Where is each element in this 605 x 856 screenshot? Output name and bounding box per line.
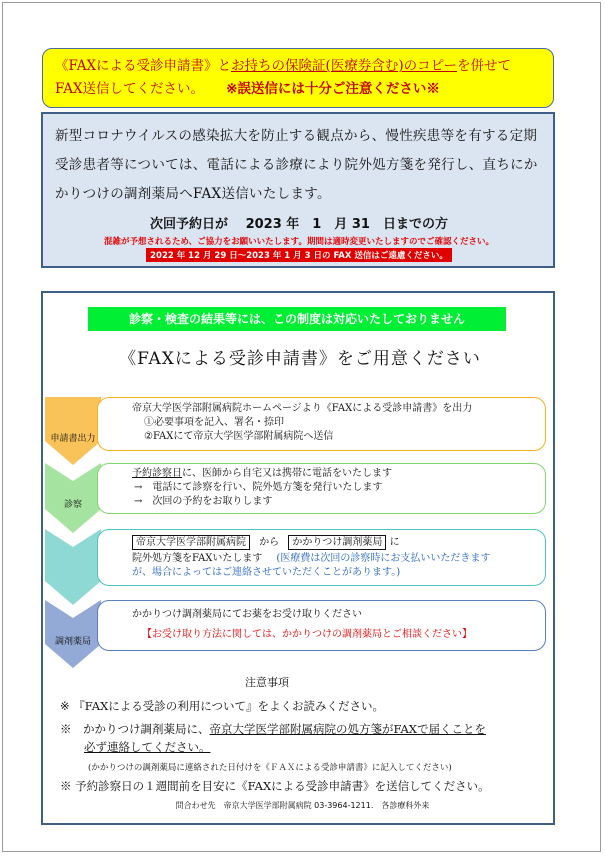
step1-box — [97, 397, 546, 451]
note-3: ※ 予約診察日の１週間前を目安に《FAXによる受診申請書》を送信してください。 — [60, 779, 490, 793]
next-appointment-condition: 次回予約日が 2023 年 1 月 31 日までの方 — [150, 217, 448, 232]
info-body-text: 新型コロナウイルスの感染拡大を防止する観点から、慢性疾患等を有する定期受診患者等については、電話による診療により院外処方箋を発行し、直ちにかかりつけの調剤薬局へFAX送信いたします。 — [55, 128, 538, 202]
medical-fee-note-cont: が、場合によってはご連絡させていただくことがあります。) — [132, 567, 401, 578]
banner-together: を併せて — [457, 58, 512, 74]
fax-instruction-banner — [42, 48, 554, 108]
note-2-emphasis: 帝京大学医学部附属病院の処方箋がFAXで届くことを — [209, 722, 486, 736]
notes-title: 注意事項 — [245, 676, 289, 689]
step2-box — [97, 463, 546, 514]
banner-and: と — [217, 58, 232, 74]
banner-insurance-copy: お持ちの保険証(医療券含む)のコピー — [231, 58, 458, 74]
step3-to: に — [389, 537, 400, 548]
step3-line2: 院外処方箋をFAXいたします — [132, 553, 263, 564]
hospital-name-box: 帝京大学医学部附属病院 — [132, 535, 250, 550]
not-supported-banner: 診察・検査の結果等には、この制度は対応いたしておりません — [88, 307, 506, 331]
note-2-intro: ※ かかりつけ調剤薬局に、 — [60, 722, 210, 736]
step2-line3: → 次回の予約をお取りします — [134, 496, 273, 507]
step3-chevron-icon — [45, 529, 101, 607]
step3-from: から — [259, 537, 280, 548]
step1-line3: ②FAXにて帝京大学医学部附属病院へ送信 — [144, 431, 334, 442]
step1-label: 申請書出力 — [50, 434, 96, 444]
banner-send-fax: FAX送信してください。 — [55, 81, 205, 97]
step4-arrow — [45, 600, 101, 670]
step2-arrow — [45, 463, 101, 535]
contact-info: 問合わせ先 帝京大学医学部附属病院 03-3964-1211. 各診療科外来 — [175, 801, 430, 810]
step4-label: 調剤薬局 — [54, 637, 91, 647]
banner-warning: ※誤送信には十分ご注意ください※ — [226, 81, 440, 97]
step1-line2: ①必要事項を記入、署名・捺印 — [144, 417, 284, 428]
holiday-notice: 2022 年 12 月 29 日～2023 年 1 月 3 日の FAX 送信はご遠慮ください。 — [146, 248, 452, 262]
step2-line2: → 電話にて診察を行い、院外処方箋を発行いたします — [134, 482, 383, 493]
note-1: ※ 『FAXによる受診の利用について』をよくお読みください。 — [60, 699, 385, 713]
step1-line1: 帝京大学医学部附属病院ホームページより《FAXによる受診申請書》を出力 — [132, 403, 473, 414]
step4-consult-note: 【お受け取り方法に関しては、かかりつけの調剤薬局とご相談ください】 — [142, 629, 472, 640]
note-2-contact: 必ず連絡してください。 — [84, 740, 211, 754]
step3-box — [97, 529, 546, 586]
step2-label: 診察 — [63, 500, 82, 510]
covid-info-box — [41, 112, 555, 268]
note-2-small: (かかりつけの調剤薬局に連絡された日付けを《ＦＡＸによる受診申請書》に記入してください) — [88, 763, 452, 773]
appointment-day: 予約診察日 — [132, 468, 182, 479]
step2-line1: に、医師から自宅又は携帯に電話をいたします — [182, 468, 392, 479]
step4-box — [97, 600, 546, 651]
note-2 — [60, 720, 486, 756]
medical-fee-note: (医療費は次回の診察時にお支払いいただきます — [276, 553, 491, 564]
pharmacy-name-box: かかりつけ調剤薬局 — [288, 535, 386, 550]
banner-form-name: 《FAXによる受診申請書》 — [55, 58, 218, 74]
form-title: 《FAXによる受診申請書》をご用意ください — [119, 349, 481, 369]
step1-arrow — [45, 397, 101, 467]
congestion-notice: 混雑が予想されるため、ご協力をお願いいたします。期間は適時変更いたしますのでご確認ください。 — [104, 237, 494, 247]
step3-arrow — [45, 529, 101, 607]
step4-line1: かかりつけ調剤薬局にてお薬をお受け取りください — [132, 609, 362, 620]
